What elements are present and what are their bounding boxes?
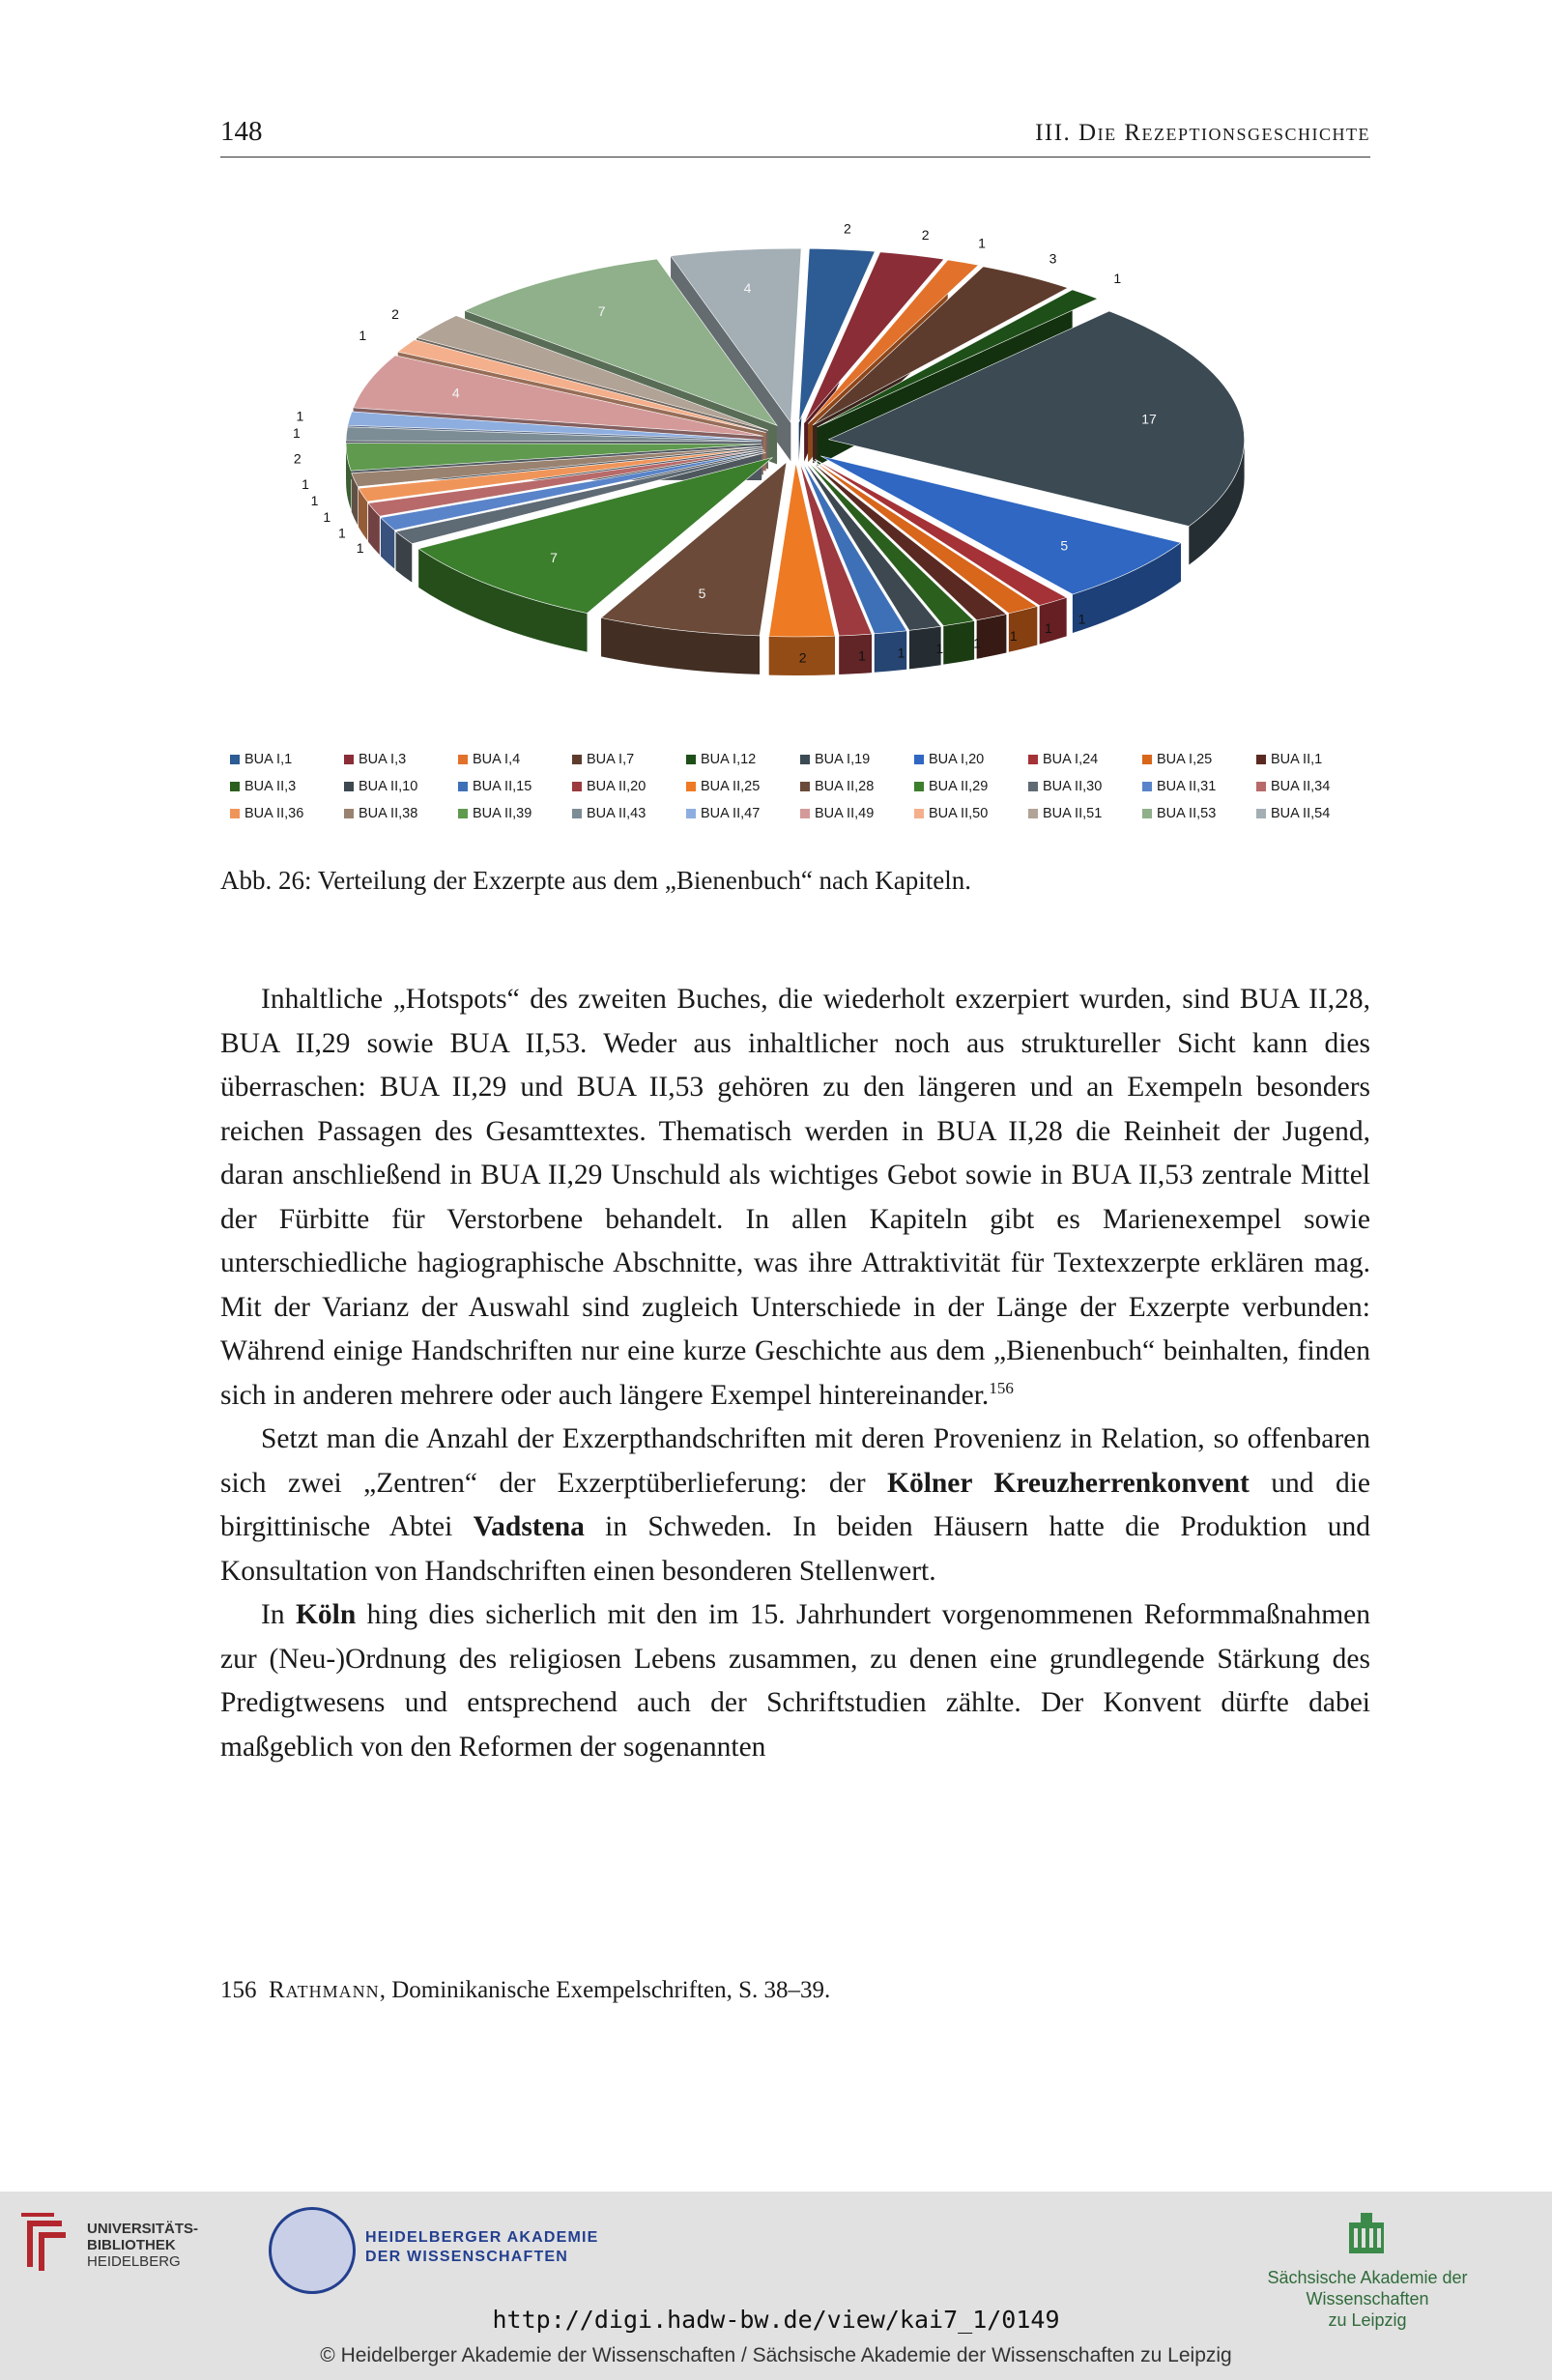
legend-swatch: [800, 809, 810, 818]
running-title: III. Die Rezeptionsgeschichte: [1035, 120, 1370, 146]
legend-label: BUA II,29: [929, 779, 989, 794]
saw-leipzig-label: Sächsische Akademie der Wissenschaften zu Leipzig: [1267, 2268, 1468, 2330]
copyright-notice: © Heidelberger Akademie der Wissenschaften / Sächsische Akademie der Wissenschaften zu Leipzig: [320, 2344, 1232, 2366]
page-url-link[interactable]: http://digi.hadw-bw.de/view/kai7_1/0149: [492, 2306, 1060, 2334]
legend-swatch: [344, 782, 354, 791]
legend-label: BUA II,25: [701, 779, 761, 794]
legend-label: BUA I,12: [701, 752, 757, 767]
paragraph: [220, 1593, 1370, 1769]
legend-item: [1142, 752, 1256, 767]
slice-value-label: 1: [973, 635, 981, 651]
header-rule: [220, 157, 1370, 158]
slice-value-label: 1: [296, 408, 304, 424]
hadw-label: HEIDELBERGER AKADEMIE DER WISSENSCHAFTEN: [365, 2229, 599, 2265]
legend-swatch: [572, 755, 582, 764]
legend-label: BUA II,34: [1271, 779, 1331, 794]
legend-item: [572, 752, 686, 767]
legend-label: BUA II,31: [1157, 779, 1217, 794]
paragraph: [220, 1418, 1370, 1593]
slice-value-label: 17: [1141, 411, 1157, 427]
slice-value-label: 7: [597, 303, 606, 320]
body-text: [220, 978, 1370, 1769]
footnote-number: 156: [220, 1977, 257, 2003]
footnote-text: , Dominikanische Exempelschriften, S. 38–39.: [379, 1977, 831, 2003]
slice-value-label: 1: [310, 493, 319, 509]
legend-swatch: [1256, 755, 1266, 764]
slice-value-label: 1: [1045, 619, 1052, 636]
slice-value-label: 1: [293, 425, 301, 442]
legend-label: BUA II,10: [359, 779, 418, 794]
paragraph-text: Setzt man die Anzahl der Exzerpthandschriften mit deren Provenienz in Relation, so offenbaren sich zwei „Zentren“ der Exzerptüberlieferung: der: [220, 1423, 1370, 1499]
legend-item: [458, 779, 572, 794]
slice-value-label: 1: [978, 235, 986, 251]
legend-label: BUA I,25: [1157, 752, 1213, 767]
figure-caption: Abb. 26: Verteilung der Exzerpte aus dem „Bienenbuch“ nach Kapiteln.: [220, 866, 971, 895]
legend-swatch: [344, 809, 354, 818]
legend-item: [572, 779, 686, 794]
legend-swatch: [458, 782, 468, 791]
legend-swatch: [230, 755, 240, 764]
hadw-seal-icon[interactable]: [269, 2207, 356, 2294]
legend-item: [1028, 806, 1142, 821]
slice-value-label: 2: [391, 305, 399, 322]
legend-item: [914, 806, 1028, 821]
legend-label: BUA II,54: [1271, 806, 1331, 821]
paragraph-text: hing dies sicherlich mit den im 15. Jahrhundert vorgenommenen Reformmaßnahmen zur (Neu-)Ordnung des religiosen Lebens zusammen, zu denen eine grundlegende Stärkung des Predigtwesens und entsprechend auch der Schriftstudien zählte. Der Konvent dürfte dabei maßgeblich von den Reformen der sogenannten: [220, 1599, 1370, 1763]
legend-label: BUA I,3: [359, 752, 407, 767]
slice-value-label: 1: [858, 647, 866, 664]
legend-label: BUA II,50: [929, 806, 989, 821]
slice-value-label: 4: [743, 280, 752, 297]
legend-item: [458, 752, 572, 767]
legend-label: BUA II,47: [701, 806, 761, 821]
legend-label: BUA II,30: [1043, 779, 1103, 794]
slice-value-label: 2: [844, 220, 851, 237]
legend-label: BUA II,3: [244, 779, 297, 794]
legend-label: BUA I,1: [244, 752, 293, 767]
legend-label: BUA II,51: [1043, 806, 1103, 821]
viewer-footer: [0, 2192, 1552, 2380]
legend-swatch: [914, 782, 924, 791]
legend-label: BUA I,7: [587, 752, 635, 767]
page-number: 148: [220, 116, 263, 147]
chart-legend: [230, 752, 1370, 821]
legend-label: BUA II,38: [359, 806, 418, 821]
legend-item: [800, 806, 914, 821]
pie-slice-side: [839, 634, 872, 674]
legend-label: BUA I,4: [473, 752, 521, 767]
legend-swatch: [1028, 809, 1038, 818]
legend-swatch: [1142, 782, 1152, 791]
legend-item: [1142, 806, 1256, 821]
ub-heidelberg-label: UNIVERSITÄTS- BIBLIOTHEK HEIDELBERG: [87, 2221, 199, 2270]
pie-chart: [220, 193, 1370, 734]
legend-item: [686, 752, 800, 767]
legend-item: [914, 779, 1028, 794]
slice-value-label: 5: [1060, 537, 1069, 554]
ub-heidelberg-logo-icon[interactable]: [17, 2213, 72, 2275]
legend-item: [1028, 752, 1142, 767]
legend-swatch: [686, 755, 696, 764]
legend-item: [344, 752, 458, 767]
legend-swatch: [458, 755, 468, 764]
legend-swatch: [800, 782, 810, 791]
paragraph: [220, 978, 1370, 1418]
legend-label: BUA II,1: [1271, 752, 1323, 767]
legend-swatch: [230, 782, 240, 791]
legend-swatch: [686, 809, 696, 818]
slice-value-label: 1: [302, 475, 309, 492]
legend-swatch: [1142, 755, 1152, 764]
legend-label: BUA II,49: [815, 806, 875, 821]
legend-label: BUA II,53: [1157, 806, 1217, 821]
saw-leipzig-logo-icon[interactable]: [1347, 2213, 1386, 2255]
legend-item: [572, 806, 686, 821]
legend-label: BUA II,28: [815, 779, 875, 794]
legend-swatch: [1028, 782, 1038, 791]
footnote-author: Rathmann: [269, 1977, 380, 2003]
legend-item: [344, 806, 458, 821]
legend-item: [1028, 779, 1142, 794]
slice-value-label: 3: [1049, 250, 1057, 267]
legend-label: BUA I,19: [815, 752, 871, 767]
legend-item: [914, 752, 1028, 767]
legend-label: BUA II,36: [244, 806, 304, 821]
legend-swatch: [230, 809, 240, 818]
slice-value-label: 1: [1078, 611, 1086, 627]
bold-term: Vadstena: [473, 1511, 585, 1542]
legend-item: [686, 779, 800, 794]
paragraph-text: und die birgittinische Abtei: [220, 1467, 1370, 1542]
slice-value-label: 1: [1009, 628, 1018, 645]
paragraph-text: Inhaltliche „Hotspots“ des zweiten Buches, die wiederholt exzerpiert wurden, sind BUA II,28, BUA II,29 sowie BUA II,53. Weder aus inhaltlicher noch aus struktureller Sicht kann dies überraschen: BUA II,29 und BUA II,53 gehören zu den längeren und an Exempeln besonders reichen Passagen des Gesamttextes. Thematisch werden in BUA II,28 die Reinheit der Jugend, daran anschließend in BUA II,29 Unschuld als wichtiges Gebot sowie in BUA II,53 zentrale Mittel der Fürbitte für Verstorbene behandelt. In allen Kapiteln gibt es Marienexempel sowie unterschiedliche hagiographische Abschnitte, was ihre Attraktivität für Textexzerpte erklären mag. Mit der Varianz der Auswahl sind zugleich Unterschiede in der Länge der Exzerpte verbunden: Während einige Handschriften nur eine kurze Geschichte aus dem „Bienenbuch“ beinhalten, finden sich in anderen mehrere oder auch längere Exempel hintereinander.: [220, 984, 1370, 1411]
slice-value-label: 7: [550, 550, 558, 566]
slice-value-label: 2: [293, 450, 302, 467]
slice-value-label: 1: [338, 525, 346, 541]
legend-item: [800, 779, 914, 794]
slice-value-label: 1: [323, 508, 331, 525]
legend-item: [458, 806, 572, 821]
legend-label: BUA II,43: [587, 806, 647, 821]
legend-item: [686, 806, 800, 821]
legend-item: [230, 779, 344, 794]
bold-term: Kölner Kreuzherrenkonvent: [887, 1467, 1250, 1499]
footnote: [220, 1977, 830, 2004]
pie-slice-side: [943, 620, 974, 664]
paragraph-text: In: [261, 1599, 296, 1630]
legend-item: [1256, 806, 1370, 821]
slice-value-label: 1: [1113, 270, 1122, 286]
bold-term: Köln: [295, 1599, 357, 1630]
slice-value-label: 1: [359, 327, 367, 343]
slice-value-label: 4: [451, 385, 460, 401]
legend-swatch: [800, 755, 810, 764]
legend-swatch: [1256, 782, 1266, 791]
slice-value-label: 5: [698, 585, 706, 601]
legend-swatch: [1142, 809, 1152, 818]
slice-value-label: 2: [798, 649, 807, 666]
legend-item: [230, 752, 344, 767]
legend-label: BUA I,20: [929, 752, 985, 767]
legend-item: [1256, 752, 1370, 767]
legend-item: [1142, 779, 1256, 794]
legend-label: BUA II,15: [473, 779, 532, 794]
legend-swatch: [686, 782, 696, 791]
legend-label: BUA II,20: [587, 779, 647, 794]
legend-item: [344, 779, 458, 794]
legend-swatch: [572, 782, 582, 791]
legend-label: BUA II,39: [473, 806, 532, 821]
legend-swatch: [344, 755, 354, 764]
slice-value-label: 1: [897, 645, 905, 661]
footnote-ref[interactable]: 156: [989, 1378, 1014, 1397]
slice-value-label: 1: [356, 540, 364, 557]
legend-swatch: [458, 809, 468, 818]
legend-label: BUA I,24: [1043, 752, 1099, 767]
legend-swatch: [572, 809, 582, 818]
legend-swatch: [1028, 755, 1038, 764]
legend-item: [230, 806, 344, 821]
legend-swatch: [914, 809, 924, 818]
legend-item: [1256, 779, 1370, 794]
legend-swatch: [914, 755, 924, 764]
slice-value-label: 1: [935, 641, 944, 657]
legend-item: [800, 752, 914, 767]
pie-slice-side: [977, 615, 1007, 659]
paragraph-text: in Schweden. In beiden Häusern hatte die Produktion und Konsultation von Handschriften einen besonderen Stellenwert.: [220, 1511, 1370, 1587]
legend-swatch: [1256, 809, 1266, 818]
slice-value-label: 2: [921, 227, 930, 244]
